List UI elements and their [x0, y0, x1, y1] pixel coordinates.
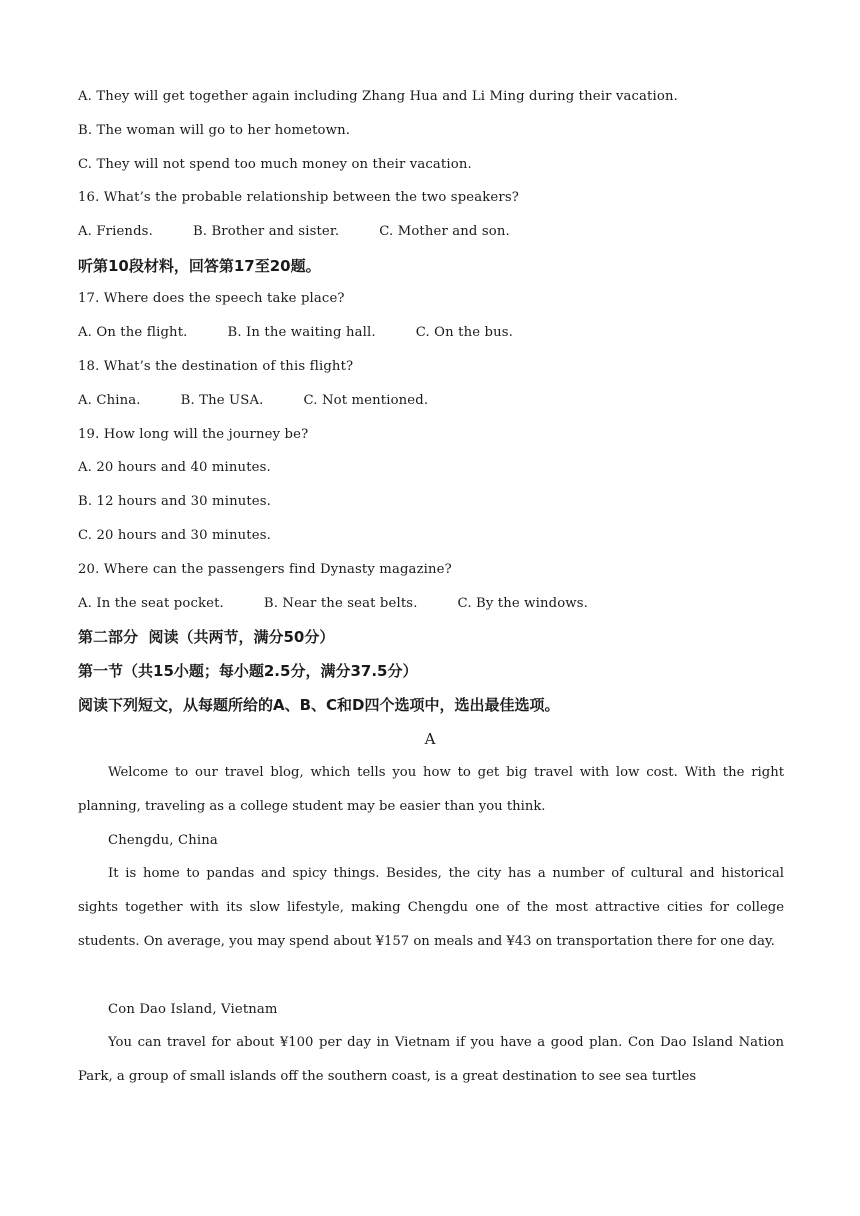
q16-stem: 16. What’s the probable relationship between the two speakers?: [78, 190, 519, 205]
q18-option-a: A. China.: [78, 393, 141, 408]
q18-option-b: B. The USA.: [180, 393, 264, 408]
intro-paragraph: Welcome to our travel blog, which tells you how to get big travel with low cost. With the right planning, traveling as a college student may be easier than you think.: [78, 765, 784, 814]
q15-option-c: C. They will not spend too much money on their vacation.: [78, 157, 472, 172]
section10-heading: 听第10段材料，回答第17至20题。: [78, 257, 321, 275]
instructions: 阅读下列短文，从每题所给的A、B、C和D四个选项中，选出最佳选项。: [78, 696, 560, 714]
q20-option-b: B. Near the seat belts.: [263, 596, 418, 611]
q16-option-c: C. Mother and son.: [379, 224, 510, 239]
q16-option-a: A. Friends.: [78, 224, 153, 239]
condao-paragraph: You can travel for about ¥100 per day in Vietnam if you have a good plan. Con Dao Island Nation Park, a group of small islands off the southern coast, is a great destination to see sea turtles: [78, 1035, 784, 1084]
chengdu-paragraph: It is home to pandas and spicy things. Besides, the city has a number of cultural and historical sights together with its slow lifestyle, making Chengdu one of the most attractive cities for college students. On average, you may spend about ¥157 on meals and ¥43 on transportation there for one day.: [78, 866, 784, 949]
q17-option-a: A. On the flight.: [78, 325, 188, 340]
q20-option-c: C. By the windows.: [457, 596, 589, 611]
q20-stem: 20. Where can the passengers find Dynasty magazine?: [78, 562, 452, 577]
q17-options: [78, 324, 513, 342]
q15-option-a: A. They will get together again including Zhang Hua and Li Ming during their vacation.: [78, 89, 678, 104]
q18-stem: 18. What’s the destination of this flight?: [78, 359, 354, 374]
chengdu-title: Chengdu, China: [108, 833, 218, 848]
q17-option-b: B. In the waiting hall.: [227, 325, 376, 340]
q16-option-b: B. Brother and sister.: [192, 224, 340, 239]
q19-option-a: A. 20 hours and 40 minutes.: [78, 460, 271, 475]
q19-option-b: B. 12 hours and 30 minutes.: [78, 494, 272, 509]
passage-label: A: [424, 730, 436, 748]
q17-stem: 17. Where does the speech take place?: [78, 291, 345, 306]
section1-heading: 第一节（共15小题；每小题2.5分，满分37.5分）: [78, 662, 418, 680]
q18-option-c: C. Not mentioned.: [303, 393, 429, 408]
q16-options: [78, 223, 510, 241]
q20-options: [78, 595, 588, 613]
q17-option-c: C. On the bus.: [415, 325, 514, 340]
q20-option-a: A. In the seat pocket.: [78, 596, 224, 611]
condao-title: Con Dao Island, Vietnam: [108, 1002, 278, 1017]
part2-heading: 第二部分 阅读（共两节，满分50分）: [78, 628, 335, 646]
q19-stem: 19. How long will the journey be?: [78, 427, 309, 442]
q15-option-b: B. The woman will go to her hometown.: [78, 123, 351, 138]
q18-options: [78, 392, 428, 410]
q19-option-c: C. 20 hours and 30 minutes.: [78, 528, 271, 543]
